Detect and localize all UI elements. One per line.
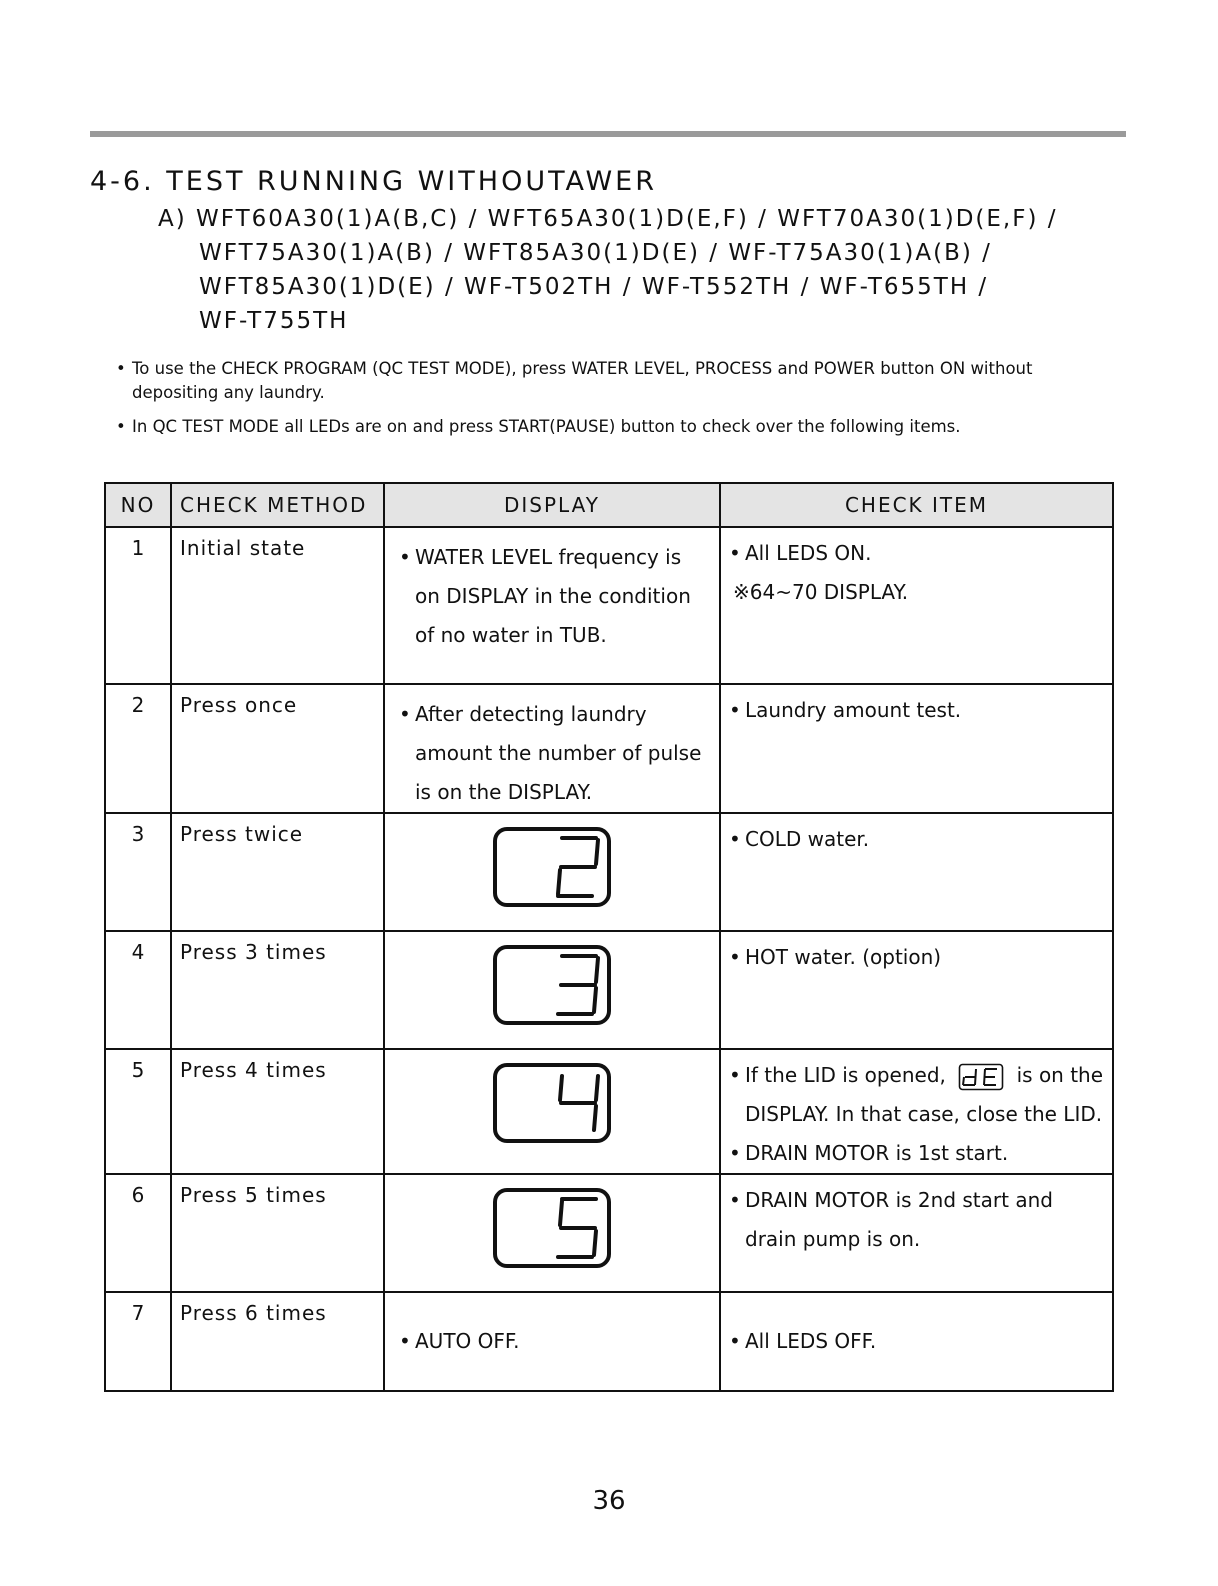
instruction-notes [116, 357, 1106, 449]
bullet-icon: • [729, 698, 741, 722]
de-code-text: dE [981, 1082, 983, 1084]
row-check-item [720, 1049, 1113, 1174]
row-check-item [720, 527, 1113, 684]
model-line: WFT85A30(1)D(E) / WF-T502TH / WF-T552TH / WF-T655TH / [199, 274, 989, 300]
note-text: In QC TEST MODE all LEDs are on and press START(PAUSE) button to check over the following items. [132, 417, 961, 436]
row-check-item [720, 1174, 1113, 1292]
section-title: 4-6. TEST RUNNING WITHOUTAWER [90, 166, 657, 197]
bullet-icon: • [729, 945, 741, 969]
check-text-after: is on the DISPLAY. In that case, close the LID. [745, 1063, 1104, 1126]
note-item [116, 357, 1106, 405]
check-text: HOT water. (option) [745, 945, 942, 969]
row-check-item [720, 684, 1113, 813]
row-method: Press 4 times [171, 1049, 384, 1174]
note-item [116, 415, 1106, 439]
check-text: All LEDS OFF. [745, 1329, 877, 1353]
row-method: Initial state [171, 527, 384, 684]
table-row [105, 931, 1113, 1049]
segment-e [558, 870, 560, 894]
row-display [384, 1174, 720, 1292]
check-table [104, 482, 1114, 1392]
segment-c [594, 1231, 596, 1255]
model-line: WFT75A30(1)A(B) / WFT85A30(1)D(E) / WF-T75A30(1)A(B) / [199, 240, 992, 266]
seven-segment-display [492, 826, 612, 908]
model-line: WF-T755TH [199, 308, 349, 334]
table-row [105, 813, 1113, 931]
segment-b [596, 1076, 598, 1100]
row-no: 1 [105, 527, 171, 684]
model-line: A) WFT60A30(1)A(B,C) / WFT65A30(1)D(E,F) / WFT70A30(1)D(E,F) / [158, 206, 1058, 232]
bullet-icon: • [116, 417, 126, 436]
bullet-icon: • [116, 359, 126, 378]
row-no: 3 [105, 813, 171, 931]
row-check-item [720, 1292, 1113, 1391]
row-display [384, 813, 720, 931]
table-row [105, 1049, 1113, 1174]
row-display [384, 1049, 720, 1174]
segment-f [560, 1201, 562, 1225]
table-row [105, 1292, 1113, 1391]
de-error-code-icon [958, 1063, 1004, 1091]
segment-b [596, 958, 598, 982]
row-display [384, 527, 720, 684]
seven-segment-display [492, 944, 612, 1026]
row-display [384, 684, 720, 813]
row-method: Press once [171, 684, 384, 813]
check-text: COLD water. [745, 827, 870, 851]
bullet-icon: • [399, 1329, 411, 1353]
segment-c [594, 1106, 596, 1130]
bullet-icon: • [399, 545, 411, 569]
row-no: 7 [105, 1292, 171, 1391]
table-row [105, 527, 1113, 684]
segment-f [560, 1076, 562, 1100]
bullet-icon: • [729, 1329, 741, 1353]
row-no: 4 [105, 931, 171, 1049]
row-check-item [720, 813, 1113, 931]
check-text: DRAIN MOTOR is 1st start. [745, 1141, 1009, 1165]
seven-segment-display [492, 1062, 612, 1144]
row-method: Press 5 times [171, 1174, 384, 1292]
row-display [384, 931, 720, 1049]
row-check-item [720, 931, 1113, 1049]
check-extra: ※64~70 DISPLAY. [733, 580, 909, 604]
note-text: To use the CHECK PROGRAM (QC TEST MODE), press WATER LEVEL, PROCESS and POWER button ON without depositing any laundry. [132, 359, 1033, 402]
page-number: 36 [592, 1486, 626, 1516]
bullet-icon: • [729, 827, 741, 851]
display-text: After detecting laundry amount the number of pulse is on the DISPLAY. [415, 702, 702, 804]
header-check-item: CHECK ITEM [720, 483, 1113, 527]
check-text: All LEDS ON. [745, 541, 872, 565]
row-method: Press 6 times [171, 1292, 384, 1391]
bullet-icon: • [729, 1141, 741, 1165]
bullet-icon: • [729, 1063, 741, 1087]
row-method: Press 3 times [171, 931, 384, 1049]
table-row [105, 1174, 1113, 1292]
row-display [384, 1292, 720, 1391]
segment-b [596, 840, 598, 864]
bullet-icon: • [729, 1188, 741, 1212]
model-list [158, 202, 1058, 338]
segment-c [594, 988, 596, 1012]
seven-segment-display [492, 1187, 612, 1269]
check-text: DRAIN MOTOR is 2nd start and drain pump is on. [745, 1188, 1053, 1251]
header-display: DISPLAY [384, 483, 720, 527]
bullet-icon: • [729, 541, 741, 565]
display-text: AUTO OFF. [415, 1329, 520, 1353]
row-no: 2 [105, 684, 171, 813]
check-text-before: If the LID is opened, [745, 1063, 946, 1087]
row-method: Press twice [171, 813, 384, 931]
table-row [105, 684, 1113, 813]
header-no: NO [105, 483, 171, 527]
row-no: 6 [105, 1174, 171, 1292]
row-no: 5 [105, 1049, 171, 1174]
display-text: WATER LEVEL frequency is on DISPLAY in the condition of no water in TUB. [415, 545, 691, 647]
bullet-icon: • [399, 702, 411, 726]
check-text: Laundry amount test. [745, 698, 962, 722]
table-header-row [105, 483, 1113, 527]
top-rule [90, 131, 1126, 137]
header-check-method: CHECK METHOD [171, 483, 384, 527]
